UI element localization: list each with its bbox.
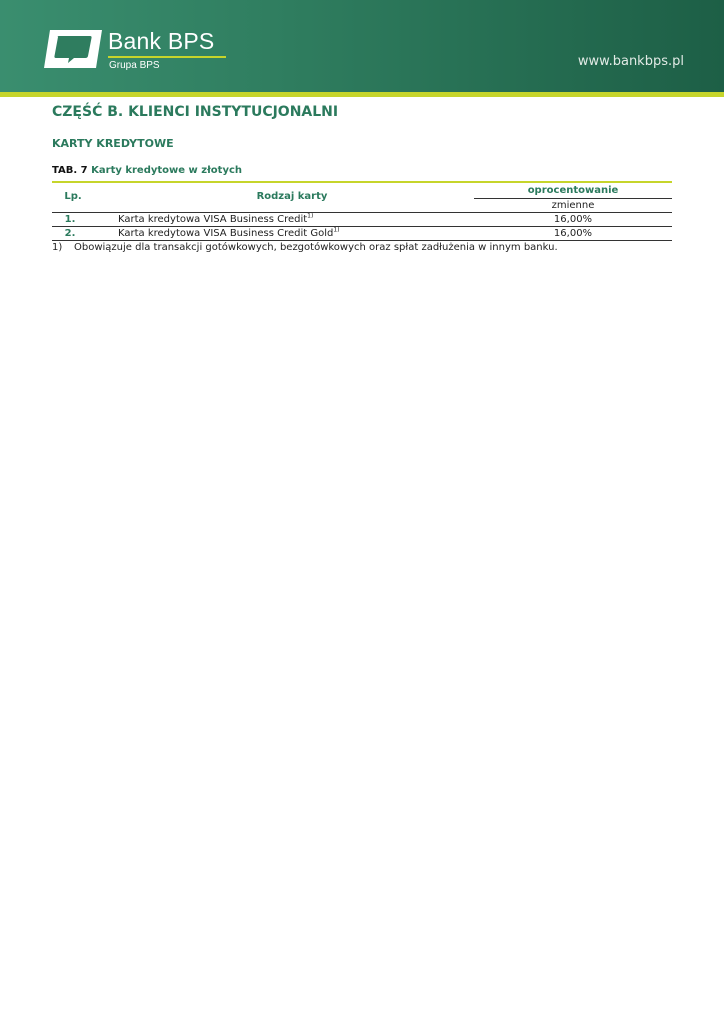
page-header (0, 0, 724, 92)
column-header-lp: Lp. (64, 191, 82, 202)
row-2-lp: 2. (64, 228, 76, 239)
row-1-rate: 16,00% (553, 214, 593, 225)
column-header-card-type: Rodzaj karty (256, 191, 328, 202)
bank-bps-logo-icon (44, 28, 104, 70)
footnote-text: Obowiązuje dla transakcji gotówkowych, bezgotówkowych oraz spłat zadłużenia w innym banku. (74, 242, 558, 253)
row-1-lp: 1. (64, 214, 76, 225)
row-2-card-type (118, 228, 340, 239)
row-1-footnote-ref: 1) (307, 212, 314, 220)
table-caption (52, 165, 242, 176)
row-1-card-type (118, 214, 313, 225)
brand-underline (108, 56, 226, 58)
row-2-card-type-text: Karta kredytowa VISA Business Credit Gold (118, 228, 334, 239)
footnote-mark: 1) (52, 242, 63, 253)
table-bottom-rule (52, 240, 672, 241)
row-divider (52, 226, 672, 227)
brand-name: Bank BPS (108, 28, 215, 54)
table-number: TAB. 7 (52, 165, 88, 176)
site-url[interactable]: www.bankbps.pl (577, 54, 684, 69)
row-2-footnote-ref: 1) (333, 226, 340, 234)
row-divider (52, 212, 672, 213)
column-subheader-variable: zmienne (551, 200, 595, 211)
brand-subtitle: Grupa BPS (109, 60, 160, 71)
subsection-title: KARTY KREDYTOWE (52, 137, 174, 150)
header-accent-stripe (0, 92, 724, 97)
column-header-interest: oprocentowanie (527, 185, 619, 196)
footnote (52, 242, 558, 253)
table-title: Karty kredytowe w złotych (91, 165, 243, 176)
table-top-rule (52, 181, 672, 183)
row-1-card-type-text: Karta kredytowa VISA Business Credit (118, 214, 308, 225)
section-title: CZĘŚĆ B. KLIENCI INSTYTUCJONALNI (52, 104, 339, 120)
header-divider (474, 198, 672, 199)
row-2-rate: 16,00% (553, 228, 593, 239)
